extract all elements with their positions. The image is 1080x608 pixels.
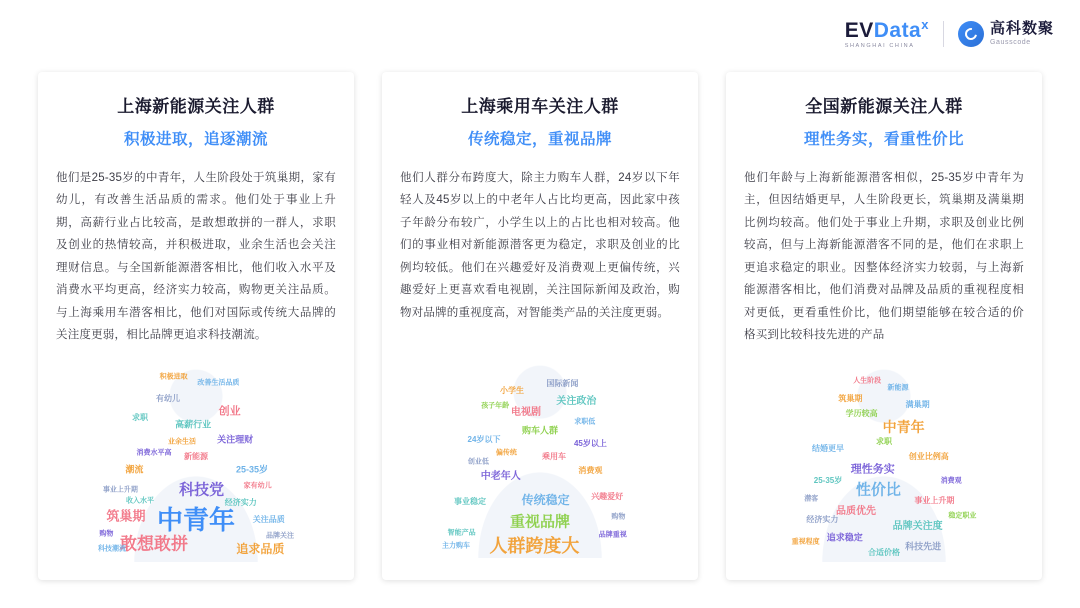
wordcloud-word: 消费观	[578, 465, 603, 475]
wordcloud-word: 购车人群	[521, 425, 559, 436]
evdata-wordmark-data: Data	[873, 19, 922, 42]
card-subtitle: 传统稳定，重视品牌	[467, 131, 612, 148]
wordcloud-word: 合适价格	[868, 548, 900, 558]
wordcloud-word: 求职	[132, 413, 148, 423]
wordcloud-word: 敢想敢拼	[120, 534, 188, 554]
wordcloud	[400, 342, 680, 564]
card-body-text: 他们年龄与上海新能源潜客相似，25-35岁中青年为主，但因结婚更早，人生阶段更长，筑巢期及满巢期比例均较高。他们处于事业上升期，求职及创业比例较高，但与上海新能源潜客不同的是，他们在求职上更追求稳定的职业。因整体经济实力较弱，与上海新能源潜客相比，他们消费对品牌及品质的重视程度相对更低，更看重性价比，他们期望能够在较合适的价格买到比较科技先进的产品	[744, 172, 1024, 341]
wordcloud-word: 新能源	[887, 384, 909, 392]
wordcloud-word: 科技潮流	[98, 545, 126, 553]
wordcloud-word: 业余生活	[168, 438, 196, 446]
wordcloud-word: 品牌关注度	[892, 521, 943, 532]
card-body-text: 他们人群分布跨度大，除主力购车人群，24岁以下年轻人及45岁以上的中老年人占比均更高，因此家中孩子年龄分布较广，小学生以上的占比也相对较高。他们的事业相对新能源潜客更为稳定，求职及创业的比例均较低。他们在兴趣爱好及消费观上更偏传统，兴趣爱好上更喜欢看电视剧，关注国际新闻及政治，购物对品牌的重视度高，对智能类产品的关注度更弱。	[400, 172, 680, 319]
wordcloud-word: 创业	[218, 405, 241, 418]
persona-card	[726, 72, 1042, 580]
wordcloud-word: 追求稳定	[826, 532, 863, 543]
wordcloud-figure	[400, 342, 680, 564]
wordcloud-word: 高薪行业	[175, 419, 212, 430]
wordcloud-word: 品牌重视	[598, 531, 627, 539]
evdata-wordmark-ev: EV	[844, 19, 874, 42]
wordcloud-word: 潮流	[125, 464, 144, 475]
wordcloud-word: 创业低	[467, 458, 489, 466]
gausscode-mark-icon	[958, 21, 984, 47]
wordcloud-word: 收入水平	[126, 497, 154, 505]
wordcloud-word: 经济实力	[224, 498, 257, 508]
card-title: 上海新能源关注人群	[117, 97, 275, 116]
wordcloud-word: 小学生	[500, 385, 524, 395]
wordcloud-word: 新能源	[184, 452, 208, 462]
wordcloud-word: 事业稳定	[454, 496, 486, 506]
wordcloud-word: 满巢期	[905, 400, 930, 410]
wordcloud-word: 理性务实	[850, 463, 895, 476]
wordcloud-word: 事业上升期	[914, 495, 955, 505]
wordcloud-word: 经济实力	[806, 515, 839, 525]
wordcloud-word: 25-35岁	[235, 464, 269, 475]
persona-card	[38, 72, 354, 580]
wordcloud-word: 科技先进	[905, 541, 942, 552]
wordcloud-word: 人群跨度大	[489, 536, 580, 557]
wordcloud-word: 科技党	[179, 481, 225, 499]
wordcloud-word: 消费观	[940, 477, 962, 485]
card-title: 上海乘用车关注人群	[461, 97, 619, 116]
wordcloud-word: 消费水平高	[136, 449, 172, 457]
wordcloud-word: 积极进取	[159, 373, 188, 381]
wordcloud-word: 购物	[611, 513, 626, 521]
evdata-wordmark	[845, 18, 929, 41]
wordcloud-word: 事业上升期	[102, 486, 138, 494]
card-body-text: 他们是25-35岁的中青年，人生阶段处于筑巢期，家有幼儿，有改善生活品质的需求。他们处于事业上升期，高薪行业占比较高，是敢想敢拼的一群人，求职及创业的热情较高，并积极进取，业余生活也会关注理财信息。与全国新能源潜客相比，他们收入水平及消费水平均更高，经济实力较高，购物更关注品质。与上海乘用车潜客相比，他们对国际或传统大品牌的关注度更弱，相比品牌更追求科技潮流。	[56, 172, 336, 341]
wordcloud-word: 主力购车	[442, 542, 470, 550]
wordcloud-word: 中青年	[882, 418, 925, 435]
wordcloud-word: 兴趣爱好	[591, 492, 624, 502]
card-subtitle: 积极进取，追逐潮流	[123, 131, 268, 148]
persona-card	[382, 72, 698, 580]
wordcloud-word: 结婚更早	[812, 443, 844, 453]
wordcloud-word: 潜客	[804, 495, 819, 503]
wordcloud-word: 筑巢期	[106, 508, 146, 524]
wordcloud-word: 性价比	[855, 481, 901, 499]
wordcloud-word: 国际新闻	[546, 379, 579, 389]
wordcloud-word: 智能产品	[447, 529, 476, 537]
wordcloud-word: 有幼儿	[156, 393, 180, 403]
wordcloud-word: 创业比例高	[908, 452, 949, 462]
wordcloud	[744, 346, 1024, 564]
wordcloud-word: 追求品质	[236, 541, 285, 556]
wordcloud-figure	[56, 346, 336, 564]
gausscode-name-cn: 高科数聚	[989, 20, 1054, 38]
wordcloud-word: 孩子年龄	[481, 402, 510, 410]
evdata-wordmark-x: x	[921, 17, 929, 32]
wordcloud-word: 品牌关注	[266, 532, 294, 540]
persona-card-list	[38, 72, 1042, 580]
wordcloud-word: 改善生活品质	[197, 379, 240, 387]
wordcloud-word: 中青年	[156, 505, 236, 536]
wordcloud-word: 稳定职业	[948, 512, 977, 520]
wordcloud-word: 24岁以下	[467, 434, 501, 444]
wordcloud-word: 25-35岁	[813, 476, 843, 486]
wordcloud-word: 重视品牌	[509, 513, 571, 531]
gausscode-text	[990, 21, 1054, 46]
wordcloud-word: 筑巢期	[838, 393, 863, 403]
wordcloud-word: 关注品质	[252, 515, 285, 525]
wordcloud-word: 偏传统	[495, 449, 517, 457]
brand-bar	[845, 18, 1054, 50]
wordcloud-word: 中老年人	[480, 471, 521, 483]
evdata-logo	[845, 18, 929, 50]
wordcloud-word: 购物	[99, 530, 114, 538]
wordcloud-word: 求职	[876, 437, 892, 447]
card-title: 全国新能源关注人群	[805, 97, 963, 116]
brand-divider	[943, 21, 944, 47]
gausscode-name-en: Gausscode	[989, 38, 1031, 46]
wordcloud-word: 关注政治	[556, 395, 597, 407]
wordcloud-word: 重视程度	[791, 538, 820, 546]
wordcloud-word: 45岁以上	[573, 439, 607, 449]
wordcloud-word: 品质优先	[836, 505, 876, 517]
gausscode-logo	[958, 21, 1054, 47]
wordcloud-word: 人生阶段	[853, 377, 882, 385]
wordcloud-word: 学历较高	[845, 408, 878, 418]
wordcloud-word: 电视剧	[511, 407, 541, 419]
wordcloud	[56, 346, 336, 564]
wordcloud-figure	[744, 346, 1024, 564]
evdata-tagline: SHANGHAI CHINA	[844, 43, 915, 49]
wordcloud-word: 家有幼儿	[243, 482, 272, 490]
wordcloud-word: 传统稳定	[521, 492, 570, 507]
wordcloud-word: 关注理财	[217, 434, 254, 445]
card-subtitle: 理性务实，看重性价比	[803, 131, 964, 148]
wordcloud-word: 求职低	[574, 418, 596, 426]
wordcloud-word: 乘用车	[542, 452, 566, 462]
